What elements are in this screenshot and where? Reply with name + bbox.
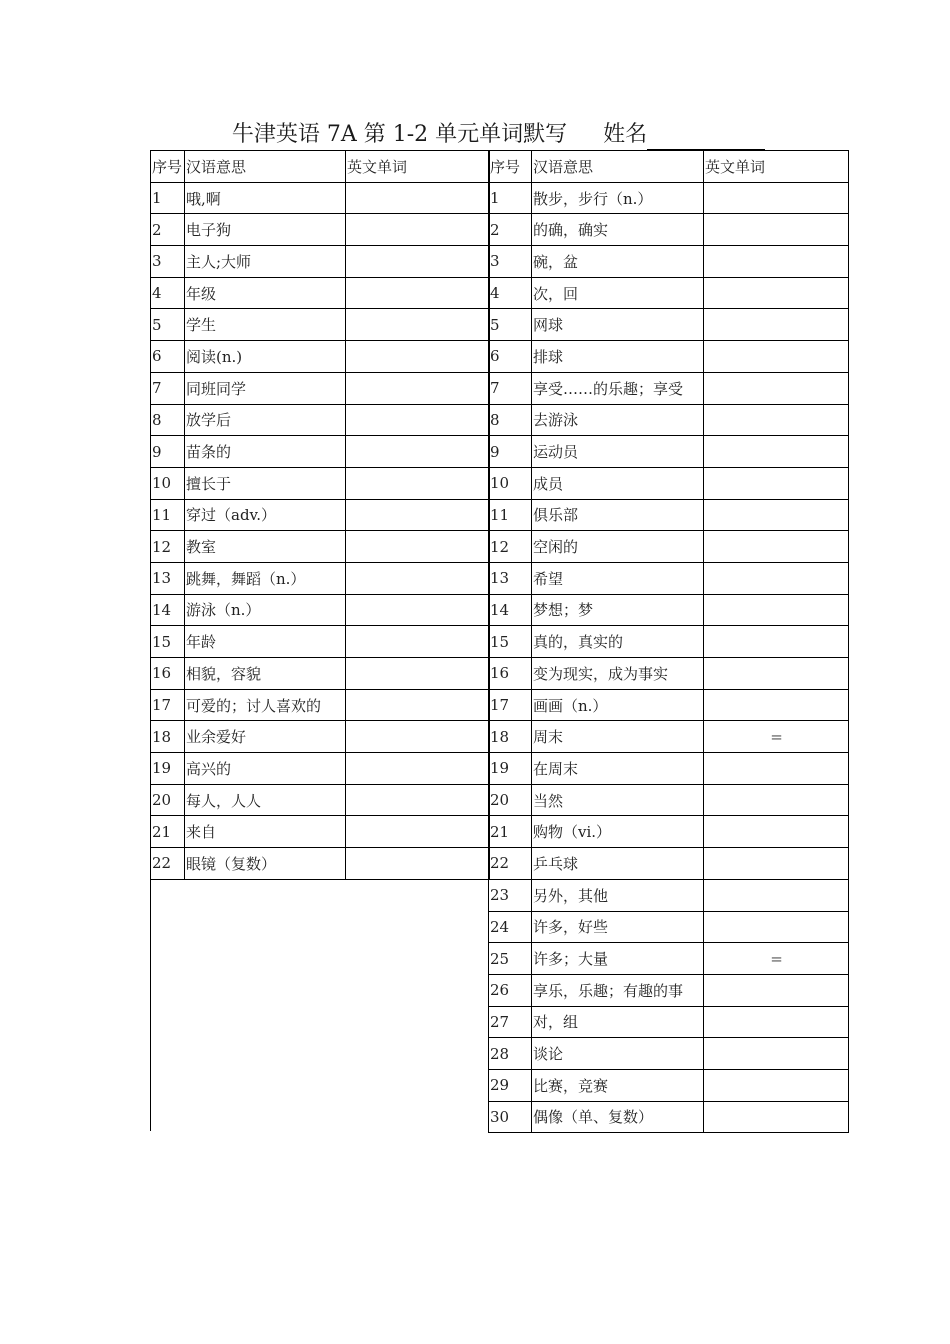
row-number: 19 — [151, 753, 185, 785]
english-word-answer-cell[interactable] — [704, 974, 849, 1006]
chinese-meaning: 散步，步行（n.） — [532, 182, 704, 214]
chinese-meaning: 相貌，容貌 — [185, 658, 346, 690]
chinese-meaning: 眼镜（复数） — [185, 848, 346, 880]
english-word-answer-cell[interactable] — [346, 246, 490, 278]
vocab-row — [151, 341, 490, 373]
english-word-answer-cell[interactable] — [346, 404, 490, 436]
row-number: 12 — [151, 531, 185, 563]
row-number: 21 — [489, 816, 532, 848]
chinese-meaning: 可爱的；讨人喜欢的 — [185, 689, 346, 721]
header-cn: 汉语意思 — [532, 151, 704, 183]
english-word-answer-cell[interactable] — [346, 372, 490, 404]
name-label: 姓名 — [603, 122, 648, 147]
row-number: 1 — [489, 182, 532, 214]
chinese-meaning: 业余爱好 — [185, 721, 346, 753]
english-word-answer-cell[interactable] — [346, 214, 490, 246]
chinese-meaning: 教室 — [185, 531, 346, 563]
chinese-meaning: 希望 — [532, 562, 704, 594]
english-word-answer-cell[interactable] — [346, 531, 490, 563]
vocab-row — [151, 182, 490, 214]
row-number: 1 — [151, 182, 185, 214]
chinese-meaning: 许多；大量 — [532, 943, 704, 975]
row-number: 16 — [151, 658, 185, 690]
left-vocab-table — [150, 150, 490, 880]
chinese-meaning: 阅读(n.) — [185, 341, 346, 373]
vocab-row — [489, 1006, 849, 1038]
chinese-meaning: 主人;大师 — [185, 246, 346, 278]
english-word-answer-cell[interactable] — [346, 467, 490, 499]
name-blank-line[interactable] — [647, 127, 765, 150]
chinese-meaning: 空闲的 — [532, 531, 704, 563]
row-number: 2 — [489, 214, 532, 246]
row-number: 6 — [151, 341, 185, 373]
chinese-meaning: 擅长于 — [185, 467, 346, 499]
english-word-answer-cell[interactable] — [346, 182, 490, 214]
vocab-row — [489, 911, 849, 943]
title-text: 牛津英语 7A 第 1-2 单元单词默写 — [231, 122, 568, 147]
row-number: 28 — [489, 1038, 532, 1070]
vocab-row — [489, 372, 849, 404]
chinese-meaning: 比赛，竞赛 — [532, 1069, 704, 1101]
vocab-row — [489, 182, 849, 214]
english-word-answer-cell[interactable] — [704, 499, 849, 531]
row-number: 7 — [489, 372, 532, 404]
chinese-meaning: 另外，其他 — [532, 879, 704, 911]
row-number: 30 — [489, 1101, 532, 1133]
vocab-row — [489, 816, 849, 848]
english-word-answer-cell[interactable] — [704, 1069, 849, 1101]
vocab-row — [151, 816, 490, 848]
row-number: 7 — [151, 372, 185, 404]
worksheet-title — [150, 120, 847, 150]
row-number: 9 — [489, 436, 532, 468]
row-number: 25 — [489, 943, 532, 975]
chinese-meaning: 对，组 — [532, 1006, 704, 1038]
vocab-row — [151, 531, 490, 563]
chinese-meaning: 学生 — [185, 309, 346, 341]
english-word-answer-cell[interactable] — [704, 816, 849, 848]
vocab-row — [489, 404, 849, 436]
vocab-row — [489, 1101, 849, 1133]
vocab-row — [489, 689, 849, 721]
chinese-meaning: 运动员 — [532, 436, 704, 468]
right-vocab-table — [488, 150, 849, 1133]
row-number: 5 — [489, 309, 532, 341]
chinese-meaning: 俱乐部 — [532, 499, 704, 531]
english-word-answer-cell[interactable] — [704, 594, 849, 626]
vocab-row — [151, 372, 490, 404]
vocab-row — [151, 721, 490, 753]
chinese-meaning: 每人，人人 — [185, 784, 346, 816]
vocab-row — [151, 848, 490, 880]
english-word-answer-cell[interactable] — [704, 562, 849, 594]
english-word-answer-cell[interactable] — [704, 1101, 849, 1133]
header-num: 序号 — [151, 151, 185, 183]
english-word-answer-cell[interactable] — [346, 436, 490, 468]
vocab-row — [489, 753, 849, 785]
header-en: 英文单词 — [704, 151, 849, 183]
row-number: 9 — [151, 436, 185, 468]
english-word-answer-cell[interactable] — [704, 689, 849, 721]
vocab-row — [151, 626, 490, 658]
english-word-answer-cell[interactable] — [704, 784, 849, 816]
english-word-answer-cell[interactable] — [346, 689, 490, 721]
english-word-answer-cell[interactable] — [704, 372, 849, 404]
row-number: 8 — [151, 404, 185, 436]
vocab-row — [489, 658, 849, 690]
english-word-answer-cell[interactable] — [704, 658, 849, 690]
chinese-meaning: 哦,啊 — [185, 182, 346, 214]
vocab-row — [489, 626, 849, 658]
english-word-answer-cell[interactable] — [704, 753, 849, 785]
vocab-row — [489, 467, 849, 499]
english-word-answer-cell[interactable] — [704, 531, 849, 563]
chinese-meaning: 梦想；梦 — [532, 594, 704, 626]
row-number: 27 — [489, 1006, 532, 1038]
header-row — [489, 151, 849, 183]
chinese-meaning: 画画（n.） — [532, 689, 704, 721]
english-word-answer-cell[interactable] — [704, 341, 849, 373]
english-word-answer-cell[interactable] — [704, 1006, 849, 1038]
header-cn: 汉语意思 — [185, 151, 346, 183]
row-number: 8 — [489, 404, 532, 436]
row-number: 18 — [151, 721, 185, 753]
row-number: 4 — [151, 277, 185, 309]
row-number: 26 — [489, 974, 532, 1006]
english-word-answer-cell[interactable]: = — [704, 721, 849, 753]
row-number: 21 — [151, 816, 185, 848]
english-word-answer-cell[interactable] — [704, 436, 849, 468]
chinese-meaning: 谈论 — [532, 1038, 704, 1070]
english-word-answer-cell[interactable] — [346, 594, 490, 626]
english-word-answer-cell[interactable] — [704, 1038, 849, 1070]
english-word-answer-cell[interactable] — [346, 721, 490, 753]
row-number: 15 — [151, 626, 185, 658]
row-number: 12 — [489, 531, 532, 563]
row-number: 24 — [489, 911, 532, 943]
english-word-answer-cell[interactable] — [704, 626, 849, 658]
row-number: 18 — [489, 721, 532, 753]
vocab-row — [151, 658, 490, 690]
chinese-meaning: 次，回 — [532, 277, 704, 309]
vocab-row — [151, 277, 490, 309]
vocab-row — [489, 499, 849, 531]
vocab-row — [151, 562, 490, 594]
left-empty-area — [150, 879, 489, 1131]
header-row — [151, 151, 490, 183]
english-word-answer-cell[interactable] — [704, 879, 849, 911]
row-number: 22 — [489, 848, 532, 880]
vocab-row — [489, 974, 849, 1006]
english-word-answer-cell[interactable] — [346, 341, 490, 373]
chinese-meaning: 网球 — [532, 309, 704, 341]
row-number: 11 — [151, 499, 185, 531]
chinese-meaning: 年龄 — [185, 626, 346, 658]
vocab-row — [489, 594, 849, 626]
chinese-meaning: 排球 — [532, 341, 704, 373]
vocab-row — [489, 784, 849, 816]
chinese-meaning: 放学后 — [185, 404, 346, 436]
vocab-row — [489, 309, 849, 341]
chinese-meaning: 当然 — [532, 784, 704, 816]
english-word-answer-cell[interactable] — [346, 277, 490, 309]
chinese-meaning: 苗条的 — [185, 436, 346, 468]
vocab-row — [489, 531, 849, 563]
row-number: 2 — [151, 214, 185, 246]
chinese-meaning: 高兴的 — [185, 753, 346, 785]
chinese-meaning: 购物（vi.） — [532, 816, 704, 848]
row-number: 6 — [489, 341, 532, 373]
chinese-meaning: 穿过（adv.） — [185, 499, 346, 531]
english-word-answer-cell[interactable] — [704, 848, 849, 880]
chinese-meaning: 真的，真实的 — [532, 626, 704, 658]
vocab-row — [151, 309, 490, 341]
vocab-row — [489, 562, 849, 594]
vocab-row — [489, 848, 849, 880]
english-word-answer-cell[interactable] — [704, 277, 849, 309]
row-number: 14 — [489, 594, 532, 626]
vocab-row — [151, 214, 490, 246]
vocab-row — [489, 721, 849, 753]
vocab-row — [151, 467, 490, 499]
row-number: 14 — [151, 594, 185, 626]
chinese-meaning: 碗，盆 — [532, 246, 704, 278]
row-number: 3 — [489, 246, 532, 278]
row-number: 23 — [489, 879, 532, 911]
chinese-meaning: 年级 — [185, 277, 346, 309]
english-word-answer-cell[interactable]: = — [704, 943, 849, 975]
row-number: 17 — [489, 689, 532, 721]
vocab-row — [151, 784, 490, 816]
row-number: 5 — [151, 309, 185, 341]
chinese-meaning: 享乐，乐趣；有趣的事 — [532, 974, 704, 1006]
vocab-row — [489, 943, 849, 975]
english-word-answer-cell[interactable] — [704, 467, 849, 499]
chinese-meaning: 享受……的乐趣；享受 — [532, 372, 704, 404]
row-number: 20 — [151, 784, 185, 816]
chinese-meaning: 的确，确实 — [532, 214, 704, 246]
row-number: 19 — [489, 753, 532, 785]
vocab-row — [489, 879, 849, 911]
english-word-answer-cell[interactable] — [704, 911, 849, 943]
vocab-row — [489, 436, 849, 468]
chinese-meaning: 周末 — [532, 721, 704, 753]
vocab-row — [151, 753, 490, 785]
vocab-row — [489, 246, 849, 278]
chinese-meaning: 在周末 — [532, 753, 704, 785]
row-number: 22 — [151, 848, 185, 880]
row-number: 20 — [489, 784, 532, 816]
english-word-answer-cell[interactable] — [346, 562, 490, 594]
vocab-row — [151, 689, 490, 721]
header-num: 序号 — [489, 151, 532, 183]
english-word-answer-cell[interactable] — [704, 246, 849, 278]
english-word-answer-cell[interactable] — [704, 404, 849, 436]
english-word-answer-cell[interactable] — [346, 626, 490, 658]
chinese-meaning: 乒乓球 — [532, 848, 704, 880]
vocab-row — [151, 246, 490, 278]
english-word-answer-cell[interactable] — [704, 214, 849, 246]
english-word-answer-cell[interactable] — [346, 309, 490, 341]
row-number: 15 — [489, 626, 532, 658]
chinese-meaning: 偶像（单、复数） — [532, 1101, 704, 1133]
english-word-answer-cell[interactable] — [346, 499, 490, 531]
english-word-answer-cell[interactable] — [346, 658, 490, 690]
row-number: 3 — [151, 246, 185, 278]
chinese-meaning: 许多，好些 — [532, 911, 704, 943]
row-number: 11 — [489, 499, 532, 531]
chinese-meaning: 变为现实，成为事实 — [532, 658, 704, 690]
row-number: 13 — [489, 562, 532, 594]
row-number: 10 — [489, 467, 532, 499]
chinese-meaning: 电子狗 — [185, 214, 346, 246]
vocab-row — [151, 594, 490, 626]
chinese-meaning: 同班同学 — [185, 372, 346, 404]
vocab-row — [489, 1038, 849, 1070]
chinese-meaning: 去游泳 — [532, 404, 704, 436]
row-number: 29 — [489, 1069, 532, 1101]
english-word-answer-cell[interactable] — [704, 182, 849, 214]
row-number: 13 — [151, 562, 185, 594]
chinese-meaning: 成员 — [532, 467, 704, 499]
chinese-meaning: 游泳（n.） — [185, 594, 346, 626]
row-number: 16 — [489, 658, 532, 690]
vocab-row — [489, 1069, 849, 1101]
english-word-answer-cell[interactable] — [346, 784, 490, 816]
english-word-answer-cell[interactable] — [346, 753, 490, 785]
vocab-row — [489, 214, 849, 246]
english-word-answer-cell[interactable] — [704, 309, 849, 341]
english-word-answer-cell[interactable] — [346, 848, 490, 880]
chinese-meaning: 跳舞，舞蹈（n.） — [185, 562, 346, 594]
row-number: 4 — [489, 277, 532, 309]
vocab-row — [489, 277, 849, 309]
vocab-row — [489, 341, 849, 373]
vocab-row — [151, 499, 490, 531]
vocab-row — [151, 436, 490, 468]
vocab-row — [151, 404, 490, 436]
english-word-answer-cell[interactable] — [346, 816, 490, 848]
chinese-meaning: 来自 — [185, 816, 346, 848]
header-en: 英文单词 — [346, 151, 490, 183]
row-number: 10 — [151, 467, 185, 499]
row-number: 17 — [151, 689, 185, 721]
